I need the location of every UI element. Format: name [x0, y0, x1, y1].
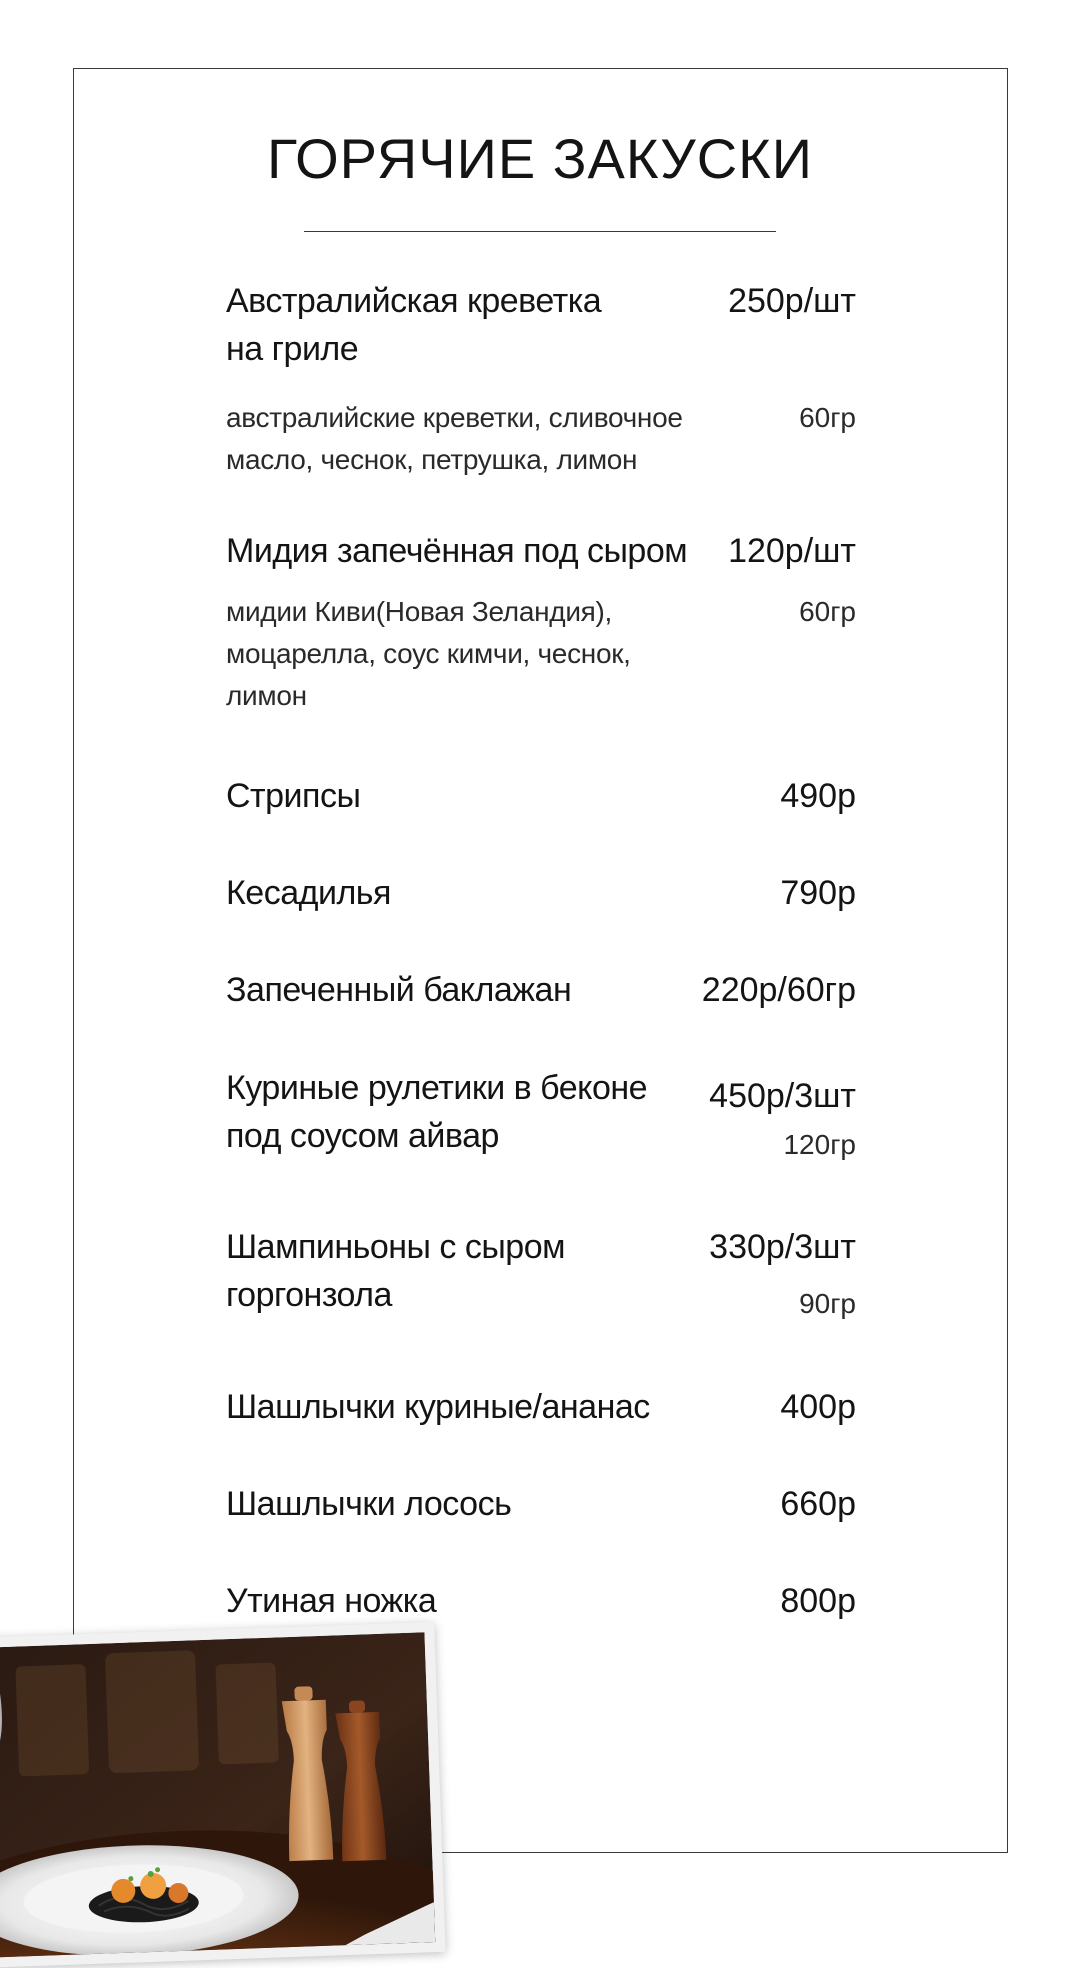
menu-title: ГОРЯЧИЕ ЗАКУСКИ: [266, 127, 814, 190]
item-name: Мидия запечённая под сыром: [226, 532, 688, 570]
item-price: 250р/шт: [728, 282, 856, 320]
item-price: 220р/60гр: [701, 971, 856, 1009]
food-photo-image: [0, 1632, 435, 1958]
item-name: Шашлычки лосось: [226, 1485, 512, 1523]
menu-item: [226, 1223, 856, 1325]
item-price: 790р: [780, 874, 856, 912]
title-divider: [304, 231, 776, 232]
item-weight: 60гр: [799, 402, 856, 433]
menu-item: [226, 869, 856, 917]
item-price: 120р/шт: [728, 532, 856, 570]
item-description: мидии Киви(Новая Зеландия), моцарелла, соус кимчи, чеснок, лимон: [226, 596, 631, 711]
item-price: 490р: [780, 777, 856, 815]
menu-item: [226, 277, 856, 481]
menu-item: [226, 1577, 856, 1625]
item-name: Кесадилья: [226, 874, 391, 912]
item-name: Шашлычки куриные/ананас: [226, 1388, 650, 1426]
menu-item: [226, 1480, 856, 1528]
item-weight: 120гр: [783, 1129, 856, 1160]
item-name: Куриные рулетики в беконе под соусом айвар: [226, 1069, 648, 1155]
item-name: Стрипсы: [226, 777, 361, 815]
item-weight: 90гр: [799, 1288, 856, 1319]
item-name: Австралийская креветка на гриле: [226, 282, 602, 368]
item-price: 660р: [780, 1485, 856, 1523]
item-name: Утиная ножка: [226, 1582, 437, 1620]
item-weight: 60гр: [799, 596, 856, 627]
menu-item: [226, 527, 856, 717]
item-name: Шампиньоны с сыром горгонзола: [226, 1228, 565, 1314]
item-name: Запеченный баклажан: [226, 971, 572, 1009]
food-photo: [0, 1622, 446, 1968]
item-price: 330р/3шт: [709, 1228, 856, 1266]
menu-item: [226, 1383, 856, 1431]
item-description: австралийские креветки, сливочное масло, чеснок, петрушка, лимон: [226, 402, 683, 475]
item-price: 450р/3шт: [709, 1077, 856, 1115]
menu-item: [226, 1064, 856, 1166]
menu-item: [226, 772, 856, 820]
menu-item: [226, 966, 856, 1014]
item-price: 800р: [780, 1582, 856, 1620]
item-price: 400р: [780, 1388, 856, 1426]
